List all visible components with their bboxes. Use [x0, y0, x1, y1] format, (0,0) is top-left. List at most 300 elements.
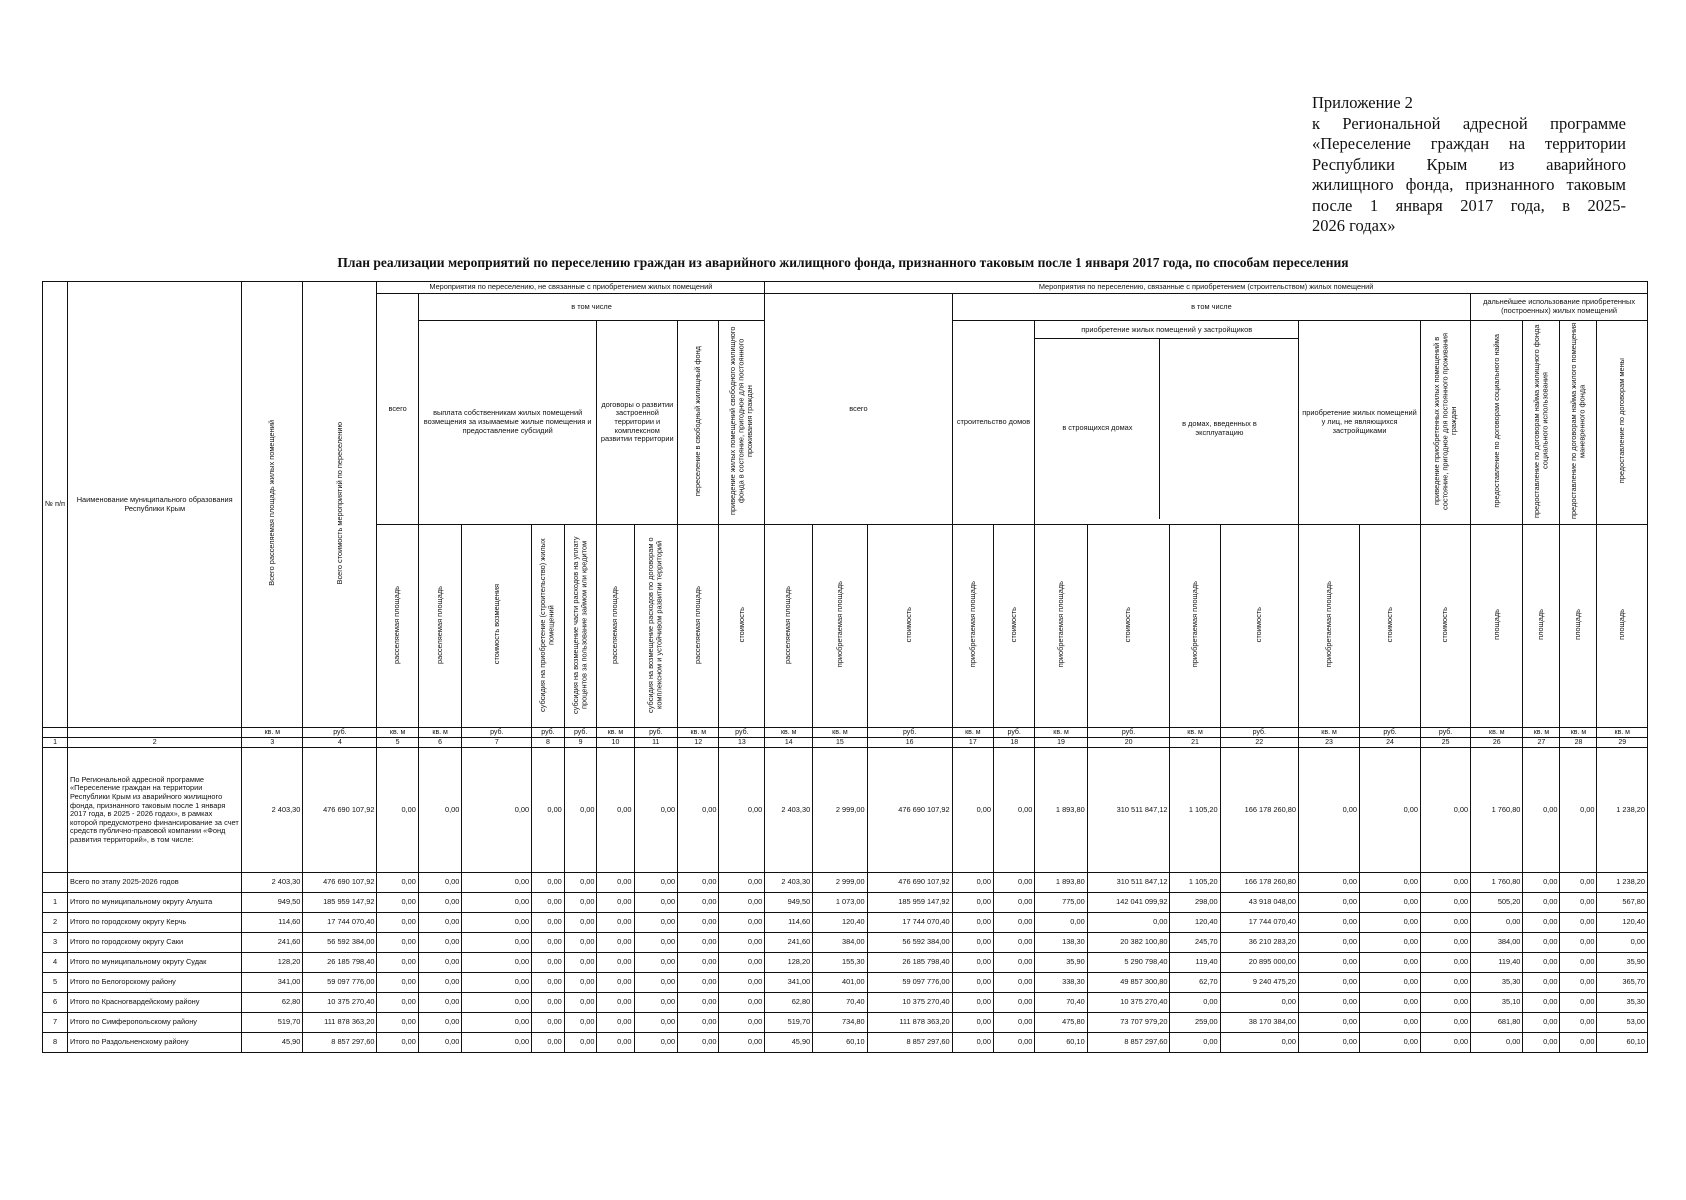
value-cell: 0,00 — [418, 933, 462, 953]
value-cell: 0,00 — [1360, 953, 1421, 973]
value-cell: 155,30 — [813, 953, 867, 973]
value-cell: 0,00 — [597, 873, 634, 893]
value-cell: 0,00 — [719, 1033, 765, 1053]
value-cell: 0,00 — [1360, 933, 1421, 953]
value-cell: 0,00 — [952, 873, 993, 893]
column-number-cell: 16 — [867, 738, 952, 748]
value-cell: 1 238,20 — [1597, 748, 1648, 873]
subheader-cell: стоимость — [867, 524, 952, 728]
value-cell: 0,00 — [377, 973, 418, 993]
social-fund-header: предоставление по договорам найма жилищного фонда социального использования — [1523, 321, 1560, 525]
value-cell: 0,00 — [1523, 1013, 1560, 1033]
row-number: 2 — [43, 913, 68, 933]
value-cell: 0,00 — [678, 933, 719, 953]
col-area-total-header: Всего расселяемая площадь жилых помещений — [242, 282, 303, 728]
unit-cell: руб. — [1360, 728, 1421, 738]
value-cell: 2 999,00 — [813, 748, 867, 873]
municipality-name: Итого по Белогорскому району — [68, 973, 242, 993]
value-cell: 0,00 — [597, 993, 634, 1013]
value-cell: 0,00 — [418, 1033, 462, 1053]
value-cell: 0,00 — [462, 933, 532, 953]
value-cell: 0,00 — [564, 748, 597, 873]
value-cell: 0,00 — [678, 973, 719, 993]
incl1-header: в том числе — [418, 294, 764, 321]
exchange-header: предоставление по договорам мены — [1597, 321, 1648, 525]
value-cell: 0,00 — [1299, 973, 1360, 993]
value-cell: 43 918 048,00 — [1220, 893, 1298, 913]
column-number-cell: 27 — [1523, 738, 1560, 748]
row-number: 6 — [43, 993, 68, 1013]
value-cell: 0,00 — [462, 953, 532, 973]
total-b-header: всего — [765, 294, 952, 525]
value-cell: 0,00 — [1560, 893, 1597, 913]
value-cell: 0,00 — [377, 933, 418, 953]
value-cell: 0,00 — [1523, 748, 1560, 873]
value-cell: 17 744 070,40 — [303, 913, 377, 933]
municipality-name: Итого по Раздольненскому району — [68, 1033, 242, 1053]
value-cell: 567,80 — [1597, 893, 1648, 913]
value-cell: 1 893,80 — [1035, 873, 1087, 893]
value-cell: 0,00 — [1360, 973, 1421, 993]
column-number-cell: 1 — [43, 738, 68, 748]
subheader-cell: расселяемая площадь — [377, 524, 418, 728]
subheader-cell: стоимость — [994, 524, 1035, 728]
value-cell: 0,00 — [952, 973, 993, 993]
column-number-cell: 24 — [1360, 738, 1421, 748]
value-cell: 62,70 — [1170, 973, 1220, 993]
value-cell: 0,00 — [377, 1013, 418, 1033]
value-cell: 0,00 — [377, 873, 418, 893]
subheader-cell: приобретаемая площадь — [1170, 524, 1220, 728]
unit-cell: кв. м — [597, 728, 634, 738]
value-cell: 0,00 — [719, 913, 765, 933]
value-cell: 35,90 — [1035, 953, 1087, 973]
value-cell: 341,00 — [765, 973, 813, 993]
value-cell: 0,00 — [1421, 893, 1471, 913]
value-cell: 0,00 — [1299, 893, 1360, 913]
table-row — [43, 1013, 1648, 1033]
value-cell: 1 105,20 — [1170, 748, 1220, 873]
value-cell: 0,00 — [418, 873, 462, 893]
value-cell: 17 744 070,40 — [1220, 913, 1298, 933]
unit-cell: руб. — [994, 728, 1035, 738]
unit-cell: руб. — [303, 728, 377, 738]
value-cell: 36 210 283,20 — [1220, 933, 1298, 953]
column-number-cell: 7 — [462, 738, 532, 748]
value-cell: 0,00 — [532, 933, 565, 953]
value-cell: 401,00 — [813, 973, 867, 993]
value-cell: 0,00 — [418, 748, 462, 873]
unit-cell: руб. — [1220, 728, 1298, 738]
value-cell: 0,00 — [994, 953, 1035, 973]
row-number — [43, 873, 68, 893]
value-cell: 0,00 — [678, 748, 719, 873]
value-cell: 2 403,30 — [242, 873, 303, 893]
value-cell: 0,00 — [564, 1013, 597, 1033]
value-cell: 476 690 107,92 — [303, 748, 377, 873]
value-cell: 114,60 — [242, 913, 303, 933]
value-cell: 8 857 297,60 — [867, 1033, 952, 1053]
row-number: 7 — [43, 1013, 68, 1033]
value-cell: 0,00 — [994, 748, 1035, 873]
column-number-cell: 21 — [1170, 738, 1220, 748]
value-cell: 0,00 — [564, 873, 597, 893]
value-cell: 0,00 — [1421, 1013, 1471, 1033]
value-cell: 0,00 — [678, 913, 719, 933]
subheader-cell: стоимость — [1087, 524, 1170, 728]
value-cell: 0,00 — [719, 1013, 765, 1033]
unit-cell: руб. — [564, 728, 597, 738]
col-num-header: № п/п — [43, 282, 68, 728]
value-cell: 298,00 — [1170, 893, 1220, 913]
value-cell: 0,00 — [719, 973, 765, 993]
value-cell: 338,30 — [1035, 973, 1087, 993]
appendix-line: Республики Крым из аварийного — [1312, 154, 1626, 174]
value-cell: 0,00 — [1560, 933, 1597, 953]
value-cell: 1 760,80 — [1471, 873, 1523, 893]
value-cell: 0,00 — [678, 893, 719, 913]
value-cell: 1 073,00 — [813, 893, 867, 913]
bring-acq-header: приведение приобретенных жилых помещений в состояние, пригодное для постоянного проживания граждан — [1421, 321, 1471, 525]
value-cell: 166 178 260,80 — [1220, 873, 1298, 893]
value-cell: 1 238,20 — [1597, 873, 1648, 893]
value-cell: 949,50 — [242, 893, 303, 913]
value-cell: 128,20 — [242, 953, 303, 973]
value-cell: 0,00 — [994, 893, 1035, 913]
col-cost-total-header: Всего стоимость мероприятий по переселению — [303, 282, 377, 728]
value-cell: 0,00 — [719, 953, 765, 973]
payout-header: выплата собственникам жилых помещений возмещения за изымаемые жилые помещения и предоставление субсидий — [418, 321, 597, 525]
value-cell: 0,00 — [719, 748, 765, 873]
value-cell: 775,00 — [1035, 893, 1087, 913]
value-cell: 0,00 — [1360, 893, 1421, 913]
value-cell: 0,00 — [634, 748, 678, 873]
value-cell: 0,00 — [532, 1033, 565, 1053]
value-cell: 1 105,20 — [1170, 873, 1220, 893]
value-cell: 35,30 — [1471, 973, 1523, 993]
value-cell: 0,00 — [564, 973, 597, 993]
value-cell: 45,90 — [242, 1033, 303, 1053]
value-cell: 2 403,30 — [765, 873, 813, 893]
unit-cell: руб. — [1421, 728, 1471, 738]
table-row — [43, 748, 1648, 873]
value-cell: 0,00 — [462, 873, 532, 893]
subheader-cell: площадь — [1597, 524, 1648, 728]
unit-cell: кв. м — [1597, 728, 1648, 738]
row-number: 5 — [43, 973, 68, 993]
total-a-header: всего — [377, 294, 418, 525]
value-cell: 60,10 — [1035, 1033, 1087, 1053]
value-cell: 26 185 798,40 — [303, 953, 377, 973]
value-cell: 138,30 — [1035, 933, 1087, 953]
value-cell: 0,00 — [634, 893, 678, 913]
value-cell: 70,40 — [813, 993, 867, 1013]
unit-cell: кв. м — [765, 728, 813, 738]
value-cell: 0,00 — [532, 873, 565, 893]
value-cell: 62,80 — [242, 993, 303, 1013]
value-cell: 0,00 — [634, 1033, 678, 1053]
value-cell: 0,00 — [597, 953, 634, 973]
value-cell: 185 959 147,92 — [303, 893, 377, 913]
subheader-cell: расселяемая площадь — [418, 524, 462, 728]
value-cell: 0,00 — [597, 1013, 634, 1033]
value-cell: 0,00 — [994, 1033, 1035, 1053]
value-cell: 0,00 — [462, 893, 532, 913]
unit-cell — [68, 728, 242, 738]
subheader-cell: площадь — [1560, 524, 1597, 728]
subheader-cell: площадь — [1471, 524, 1523, 728]
subheader-cell: расселяемая площадь — [765, 524, 813, 728]
value-cell: 0,00 — [1421, 953, 1471, 973]
group-related-header: Мероприятия по переселению, связанные с приобретением (строительством) жилых помещений — [765, 282, 1648, 294]
value-cell: 384,00 — [813, 933, 867, 953]
value-cell: 949,50 — [765, 893, 813, 913]
value-cell: 120,40 — [1170, 913, 1220, 933]
value-cell: 35,10 — [1471, 993, 1523, 1013]
subheader-cell: стоимость возмещения — [462, 524, 532, 728]
value-cell: 10 375 270,40 — [867, 993, 952, 1013]
unit-cell: кв. м — [678, 728, 719, 738]
subheader-cell: приобретаемая площадь — [952, 524, 993, 728]
value-cell: 0,00 — [1421, 913, 1471, 933]
value-cell: 0,00 — [1299, 1033, 1360, 1053]
value-cell: 0,00 — [1560, 1013, 1597, 1033]
value-cell: 0,00 — [564, 933, 597, 953]
value-cell: 0,00 — [1421, 973, 1471, 993]
value-cell: 0,00 — [1560, 873, 1597, 893]
value-cell: 0,00 — [1299, 953, 1360, 973]
column-number-cell: 12 — [678, 738, 719, 748]
further-use-header: дальнейшее использование приобретенных (построенных) жилых помещений — [1471, 294, 1648, 321]
value-cell: 0,00 — [532, 993, 565, 1013]
value-cell: 0,00 — [1360, 748, 1421, 873]
value-cell: 0,00 — [1560, 913, 1597, 933]
value-cell: 259,00 — [1170, 1013, 1220, 1033]
value-cell: 0,00 — [1523, 933, 1560, 953]
value-cell: 73 707 979,20 — [1087, 1013, 1170, 1033]
value-cell: 0,00 — [1299, 913, 1360, 933]
value-cell: 111 878 363,20 — [867, 1013, 952, 1033]
value-cell: 0,00 — [462, 748, 532, 873]
unit-cell: кв. м — [813, 728, 867, 738]
value-cell: 0,00 — [1170, 993, 1220, 1013]
unit-cell: кв. м — [1523, 728, 1560, 738]
value-cell: 20 895 000,00 — [1220, 953, 1298, 973]
value-cell: 0,00 — [1597, 933, 1648, 953]
value-cell: 0,00 — [634, 873, 678, 893]
subheader-cell: площадь — [1523, 524, 1560, 728]
column-number-cell: 29 — [1597, 738, 1648, 748]
value-cell: 8 857 297,60 — [1087, 1033, 1170, 1053]
value-cell: 0,00 — [1360, 913, 1421, 933]
value-cell: 0,00 — [1421, 1033, 1471, 1053]
value-cell: 365,70 — [1597, 973, 1648, 993]
appendix-line: Приложение 2 — [1312, 93, 1413, 112]
table-row — [43, 973, 1648, 993]
column-number-cell: 14 — [765, 738, 813, 748]
value-cell: 0,00 — [462, 913, 532, 933]
value-cell: 0,00 — [597, 1033, 634, 1053]
column-number-cell: 3 — [242, 738, 303, 748]
row-number: 1 — [43, 893, 68, 913]
value-cell: 0,00 — [952, 933, 993, 953]
unit-cell: кв. м — [1170, 728, 1220, 738]
value-cell: 38 170 384,00 — [1220, 1013, 1298, 1033]
unit-cell: руб. — [719, 728, 765, 738]
value-cell: 35,90 — [1597, 953, 1648, 973]
value-cell: 56 592 384,00 — [867, 933, 952, 953]
bring-free-header: приведение жилых помещений свободного жилищного фонда в состояние, пригодное для постоянного проживания граждан — [719, 321, 765, 525]
value-cell: 0,00 — [952, 748, 993, 873]
row-number — [43, 748, 68, 873]
value-cell: 59 097 776,00 — [867, 973, 952, 993]
column-number-cell: 22 — [1220, 738, 1298, 748]
value-cell: 185 959 147,92 — [867, 893, 952, 913]
subheader-cell: расселяемая площадь — [597, 524, 634, 728]
value-cell: 0,00 — [994, 873, 1035, 893]
value-cell: 0,00 — [678, 873, 719, 893]
value-cell: 10 375 270,40 — [1087, 993, 1170, 1013]
subheader-cell: приобретаемая площадь — [1035, 524, 1087, 728]
appendix-line: жилищного фонда, признанного таковым — [1312, 175, 1626, 194]
value-cell: 20 382 100,80 — [1087, 933, 1170, 953]
value-cell: 0,00 — [418, 893, 462, 913]
value-cell: 0,00 — [994, 993, 1035, 1013]
value-cell: 0,00 — [1523, 1033, 1560, 1053]
value-cell: 0,00 — [1360, 993, 1421, 1013]
column-number-cell: 9 — [564, 738, 597, 748]
value-cell: 0,00 — [377, 913, 418, 933]
unit-cell: руб. — [1087, 728, 1170, 738]
value-cell: 475,80 — [1035, 1013, 1087, 1033]
value-cell: 0,00 — [634, 913, 678, 933]
value-cell: 5 290 798,40 — [1087, 953, 1170, 973]
subheader-cell: стоимость — [1220, 524, 1298, 728]
value-cell: 59 097 776,00 — [303, 973, 377, 993]
value-cell: 0,00 — [418, 993, 462, 1013]
value-cell: 0,00 — [1035, 913, 1087, 933]
value-cell: 0,00 — [1471, 913, 1523, 933]
value-cell: 0,00 — [1087, 913, 1170, 933]
value-cell: 26 185 798,40 — [867, 953, 952, 973]
column-number-cell: 28 — [1560, 738, 1597, 748]
value-cell: 0,00 — [952, 893, 993, 913]
value-cell: 119,40 — [1170, 953, 1220, 973]
subheader-cell: приобретаемая площадь — [813, 524, 867, 728]
table-row — [43, 873, 1648, 893]
value-cell: 0,00 — [597, 973, 634, 993]
unit-cell: руб. — [867, 728, 952, 738]
value-cell: 10 375 270,40 — [303, 993, 377, 1013]
maneuver-header: предоставление по договорам найма жилого помещения маневренного фонда — [1560, 321, 1597, 525]
value-cell: 0,00 — [564, 993, 597, 1013]
value-cell: 0,00 — [462, 1033, 532, 1053]
value-cell: 0,00 — [1523, 953, 1560, 973]
municipality-name: Итого по городскому округу Саки — [68, 933, 242, 953]
value-cell: 0,00 — [1560, 1033, 1597, 1053]
value-cell: 119,40 — [1471, 953, 1523, 973]
value-cell: 0,00 — [597, 893, 634, 913]
value-cell: 476 690 107,92 — [303, 873, 377, 893]
value-cell: 0,00 — [1360, 873, 1421, 893]
value-cell: 0,00 — [634, 993, 678, 1013]
value-cell: 0,00 — [532, 893, 565, 913]
column-number-cell: 25 — [1421, 738, 1471, 748]
value-cell: 9 240 475,20 — [1220, 973, 1298, 993]
subheader-cell: стоимость — [1421, 524, 1471, 728]
value-cell: 60,10 — [1597, 1033, 1648, 1053]
value-cell: 8 857 297,60 — [303, 1033, 377, 1053]
value-cell: 0,00 — [1170, 1033, 1220, 1053]
value-cell: 0,00 — [532, 953, 565, 973]
value-cell: 2 403,30 — [242, 748, 303, 873]
value-cell: 0,00 — [952, 1033, 993, 1053]
value-cell: 245,70 — [1170, 933, 1220, 953]
unit-cell — [43, 728, 68, 738]
value-cell: 120,40 — [1597, 913, 1648, 933]
unit-cell: руб. — [532, 728, 565, 738]
subheader-cell: расселяемая площадь — [678, 524, 719, 728]
value-cell: 519,70 — [765, 1013, 813, 1033]
value-cell: 0,00 — [1560, 993, 1597, 1013]
subheader-cell: субсидия на возмещение части расходов на уплату процентов за пользование займом или кредитом — [564, 524, 597, 728]
value-cell: 0,00 — [597, 913, 634, 933]
column-number-cell: 20 — [1087, 738, 1170, 748]
column-number-cell: 10 — [597, 738, 634, 748]
value-cell: 0,00 — [418, 913, 462, 933]
value-cell: 0,00 — [1523, 973, 1560, 993]
group-unrelated-header: Мероприятия по переселению, не связанные с приобретением жилых помещений — [377, 282, 765, 294]
value-cell: 0,00 — [1299, 873, 1360, 893]
subheader-cell: стоимость — [719, 524, 765, 728]
column-number-cell: 2 — [68, 738, 242, 748]
value-cell: 0,00 — [1421, 933, 1471, 953]
value-cell: 0,00 — [1299, 933, 1360, 953]
value-cell: 0,00 — [634, 973, 678, 993]
value-cell: 310 511 847,12 — [1087, 873, 1170, 893]
value-cell: 56 592 384,00 — [303, 933, 377, 953]
value-cell: 0,00 — [1421, 993, 1471, 1013]
value-cell: 62,80 — [765, 993, 813, 1013]
unit-cell: руб. — [634, 728, 678, 738]
value-cell: 0,00 — [564, 893, 597, 913]
municipality-name: Итого по Симферопольскому району — [68, 1013, 242, 1033]
contracts-header: договоры о развитии застроенной территории и комплексном развитии территории — [597, 321, 678, 525]
column-number-cell: 4 — [303, 738, 377, 748]
value-cell: 0,00 — [678, 953, 719, 973]
appendix-line: после 1 января 2017 года, в 2025- — [1312, 195, 1626, 215]
subheader-cell: субсидия на приобретение (строительство) жилых помещений — [532, 524, 565, 728]
column-number-cell: 18 — [994, 738, 1035, 748]
value-cell: 0,00 — [462, 1013, 532, 1033]
unit-cell: кв. м — [1299, 728, 1360, 738]
value-cell: 2 403,30 — [765, 748, 813, 873]
value-cell: 681,80 — [1471, 1013, 1523, 1033]
row-number: 8 — [43, 1033, 68, 1053]
acq-dev-header: приобретение жилых помещений у застройщиков в строящихся домах в домах, введенных в эксплуатацию — [1035, 321, 1299, 525]
value-cell: 0,00 — [952, 1013, 993, 1033]
value-cell: 0,00 — [1523, 893, 1560, 913]
value-cell: 0,00 — [462, 973, 532, 993]
value-cell: 0,00 — [1560, 953, 1597, 973]
value-cell: 49 857 300,80 — [1087, 973, 1170, 993]
value-cell: 0,00 — [564, 1033, 597, 1053]
value-cell: 2 999,00 — [813, 873, 867, 893]
value-cell: 0,00 — [1471, 1033, 1523, 1053]
value-cell: 0,00 — [377, 748, 418, 873]
municipality-name: Всего по этапу 2025-2026 годов — [68, 873, 242, 893]
value-cell: 120,40 — [813, 913, 867, 933]
